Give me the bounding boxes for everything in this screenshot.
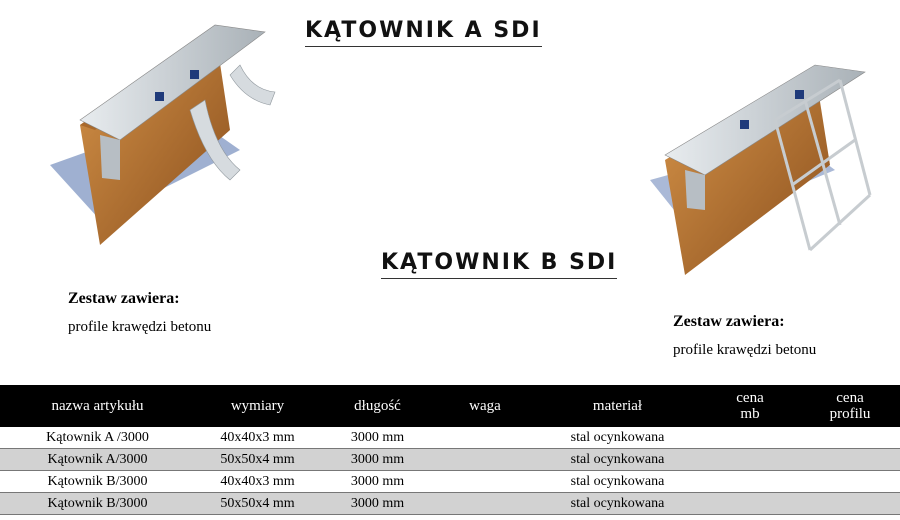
cell-name: Kątownik A/3000 <box>0 449 195 471</box>
product-a-heading <box>305 18 542 43</box>
table-row <box>0 493 900 515</box>
product-a-heading-text: KĄTOWNIK A SDI <box>305 18 542 43</box>
header-price-per-meter-label: cena mb <box>736 390 764 422</box>
cell-length: 3000 mm <box>320 493 435 515</box>
cell-weight <box>435 493 535 515</box>
header-price-profile <box>800 385 900 427</box>
table-row <box>0 449 900 471</box>
cell-weight <box>435 427 535 449</box>
cell-name: Kątownik B/3000 <box>0 493 195 515</box>
cell-weight <box>435 471 535 493</box>
cell-price-per-meter <box>700 493 800 515</box>
cell-price-profile <box>800 471 900 493</box>
header-dimensions: wymiary <box>195 385 320 427</box>
product-image-katownik-a <box>40 20 290 250</box>
table-header-row <box>0 385 900 427</box>
cell-material: stal ocynkowana <box>535 449 700 471</box>
cell-dimensions: 50x50x4 mm <box>195 449 320 471</box>
table-row <box>0 427 900 449</box>
set-contents-item: profile krawędzi betonu <box>68 319 212 335</box>
header-price-profile-label: cena profilu <box>829 390 871 422</box>
header-length: długość <box>320 385 435 427</box>
table-row <box>0 471 900 493</box>
set-contents-a <box>68 290 211 336</box>
header-weight: waga <box>435 385 535 427</box>
cell-price-per-meter <box>700 471 800 493</box>
cell-dimensions: 40x40x3 mm <box>195 427 320 449</box>
set-contents-title: Zestaw zawiera: <box>673 313 785 330</box>
cell-price-profile <box>800 449 900 471</box>
heading-underline <box>381 278 617 279</box>
cell-name: Kątownik B/3000 <box>0 471 195 493</box>
header-material: materiał <box>535 385 700 427</box>
cell-length: 3000 mm <box>320 449 435 471</box>
cell-price-per-meter <box>700 427 800 449</box>
cell-name: Kątownik A /3000 <box>0 427 195 449</box>
cell-material: stal ocynkowana <box>535 493 700 515</box>
cell-dimensions: 40x40x3 mm <box>195 471 320 493</box>
set-contents-title: Zestaw zawiera: <box>68 290 180 307</box>
header-name: nazwa artykułu <box>0 385 195 427</box>
cell-price-profile <box>800 427 900 449</box>
product-b-heading <box>381 250 617 275</box>
product-b-heading-text: KĄTOWNIK B SDI <box>381 250 618 275</box>
cell-price-per-meter <box>700 449 800 471</box>
cell-material: stal ocynkowana <box>535 471 700 493</box>
header-price-per-meter <box>700 385 800 427</box>
product-table <box>0 385 900 515</box>
set-contents-b <box>673 313 816 359</box>
heading-underline <box>305 46 542 47</box>
cell-price-profile <box>800 493 900 515</box>
cell-material: stal ocynkowana <box>535 427 700 449</box>
cell-length: 3000 mm <box>320 471 435 493</box>
product-image-katownik-b <box>645 60 890 280</box>
cell-length: 3000 mm <box>320 427 435 449</box>
cell-dimensions: 50x50x4 mm <box>195 493 320 515</box>
set-contents-item: profile krawędzi betonu <box>673 342 817 358</box>
cell-weight <box>435 449 535 471</box>
